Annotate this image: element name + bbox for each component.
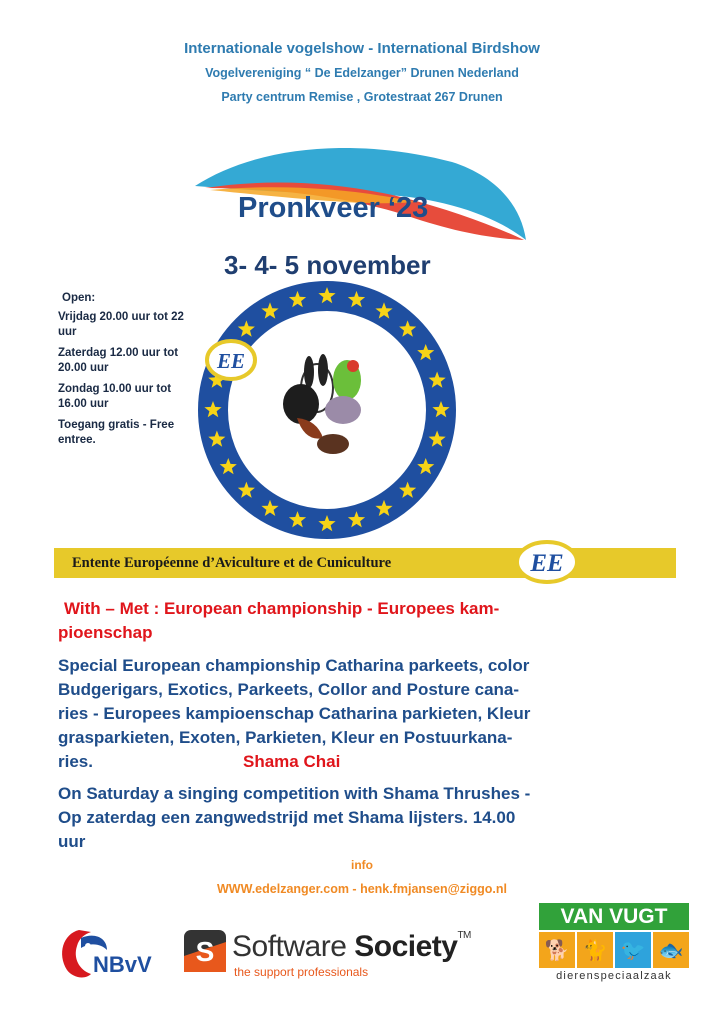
cat-icon: 🐈 — [577, 932, 613, 968]
van-vugt-title: VAN VUGT — [539, 903, 689, 930]
special-line-1: Special European championship Catharina parkeets, color — [58, 656, 530, 675]
opening-friday: Vrijdag 20.00 uur tot 22 uur — [58, 311, 184, 338]
eea-logo-text: EE — [530, 550, 564, 577]
software-badge-letter: S — [195, 936, 215, 967]
software-bold: Society — [354, 930, 458, 963]
van-vugt-subtitle: dierenspeciaalzaak — [556, 970, 672, 982]
saturday-line-3: uur — [58, 832, 86, 851]
ee-logo-text: EE — [216, 349, 246, 373]
software-prefix: Soft — [232, 930, 284, 963]
ee-logo-badge — [207, 341, 255, 379]
championship-line-1: With – Met : European championship - Europees kam- — [64, 599, 500, 618]
saturday-line-2: Op zaterdag een zangwedstrijd met Shama lijsters. 14.00 — [58, 808, 516, 827]
saturday-line-1: On Saturday a singing competition with Shama Thrushes - — [58, 784, 531, 803]
eea-banner-text: Entente Européenne d’Aviculture et de Cuniculture — [72, 555, 392, 571]
special-line-3: ries - Europees kampioenschap Catharina parkieten, Kleur — [58, 704, 531, 723]
info-label: info — [351, 858, 373, 872]
special-line-4: grasparkieten, Exoten, Parkieten, Kleur en Postuurkana- — [58, 728, 513, 747]
shama-chai-label: Shama Chai — [242, 752, 341, 771]
eea-logo — [512, 539, 582, 585]
opening-saturday: Zaterdag 12.00 uur tot 20.00 uur — [58, 347, 179, 374]
championship-line-2: pioenschap — [58, 623, 153, 642]
special-line-5 — [58, 750, 668, 774]
opening-heading: Open: — [62, 292, 96, 304]
header-club: Vogelvereniging “ De Edelzanger” Drunen Nederland — [205, 66, 519, 80]
nbvw-logo-text: NBvV — [93, 952, 152, 977]
special-line-2: Budgerigars, Exotics, Parkeets, Collor and Posture cana- — [58, 680, 520, 699]
saturday-competition-text — [58, 782, 668, 854]
van-vugt-logo — [539, 903, 689, 982]
header-venue: Party centrum Remise , Grotestraat 267 Drunen — [221, 90, 503, 104]
ee-star-emblem — [197, 280, 467, 540]
van-vugt-animal-tiles — [539, 932, 689, 968]
nbvw-logo — [55, 924, 160, 986]
opening-sunday: Zondag 10.00 uur tot 16.00 uur — [58, 383, 172, 410]
software-society-badge — [182, 928, 228, 974]
championship-heading — [58, 597, 664, 645]
dog-icon: 🐕 — [539, 932, 575, 968]
event-dates: 3- 4- 5 november — [224, 250, 431, 280]
bird-icon: 🐦 — [615, 932, 651, 968]
special-last: ries. — [58, 752, 93, 771]
software-society-name — [232, 930, 471, 964]
event-title: Pronkveer ‘23 — [238, 192, 429, 224]
software-tm: TM — [457, 930, 471, 941]
header-title: Internationale vogelshow - International Birdshow — [184, 40, 540, 57]
opening-hours — [58, 292, 188, 454]
opening-entrance: Toegang gratis - Free entree. — [58, 419, 175, 446]
contact-links[interactable]: WWW.edelzanger.com - henk.fmjansen@ziggo.nl — [217, 882, 507, 896]
software-society-tagline: the support professionals — [234, 965, 369, 979]
software-mid: ware — [283, 930, 355, 963]
special-championship-text — [58, 654, 668, 774]
fish-icon: 🐟 — [653, 932, 689, 968]
animals-illustration — [277, 354, 373, 464]
